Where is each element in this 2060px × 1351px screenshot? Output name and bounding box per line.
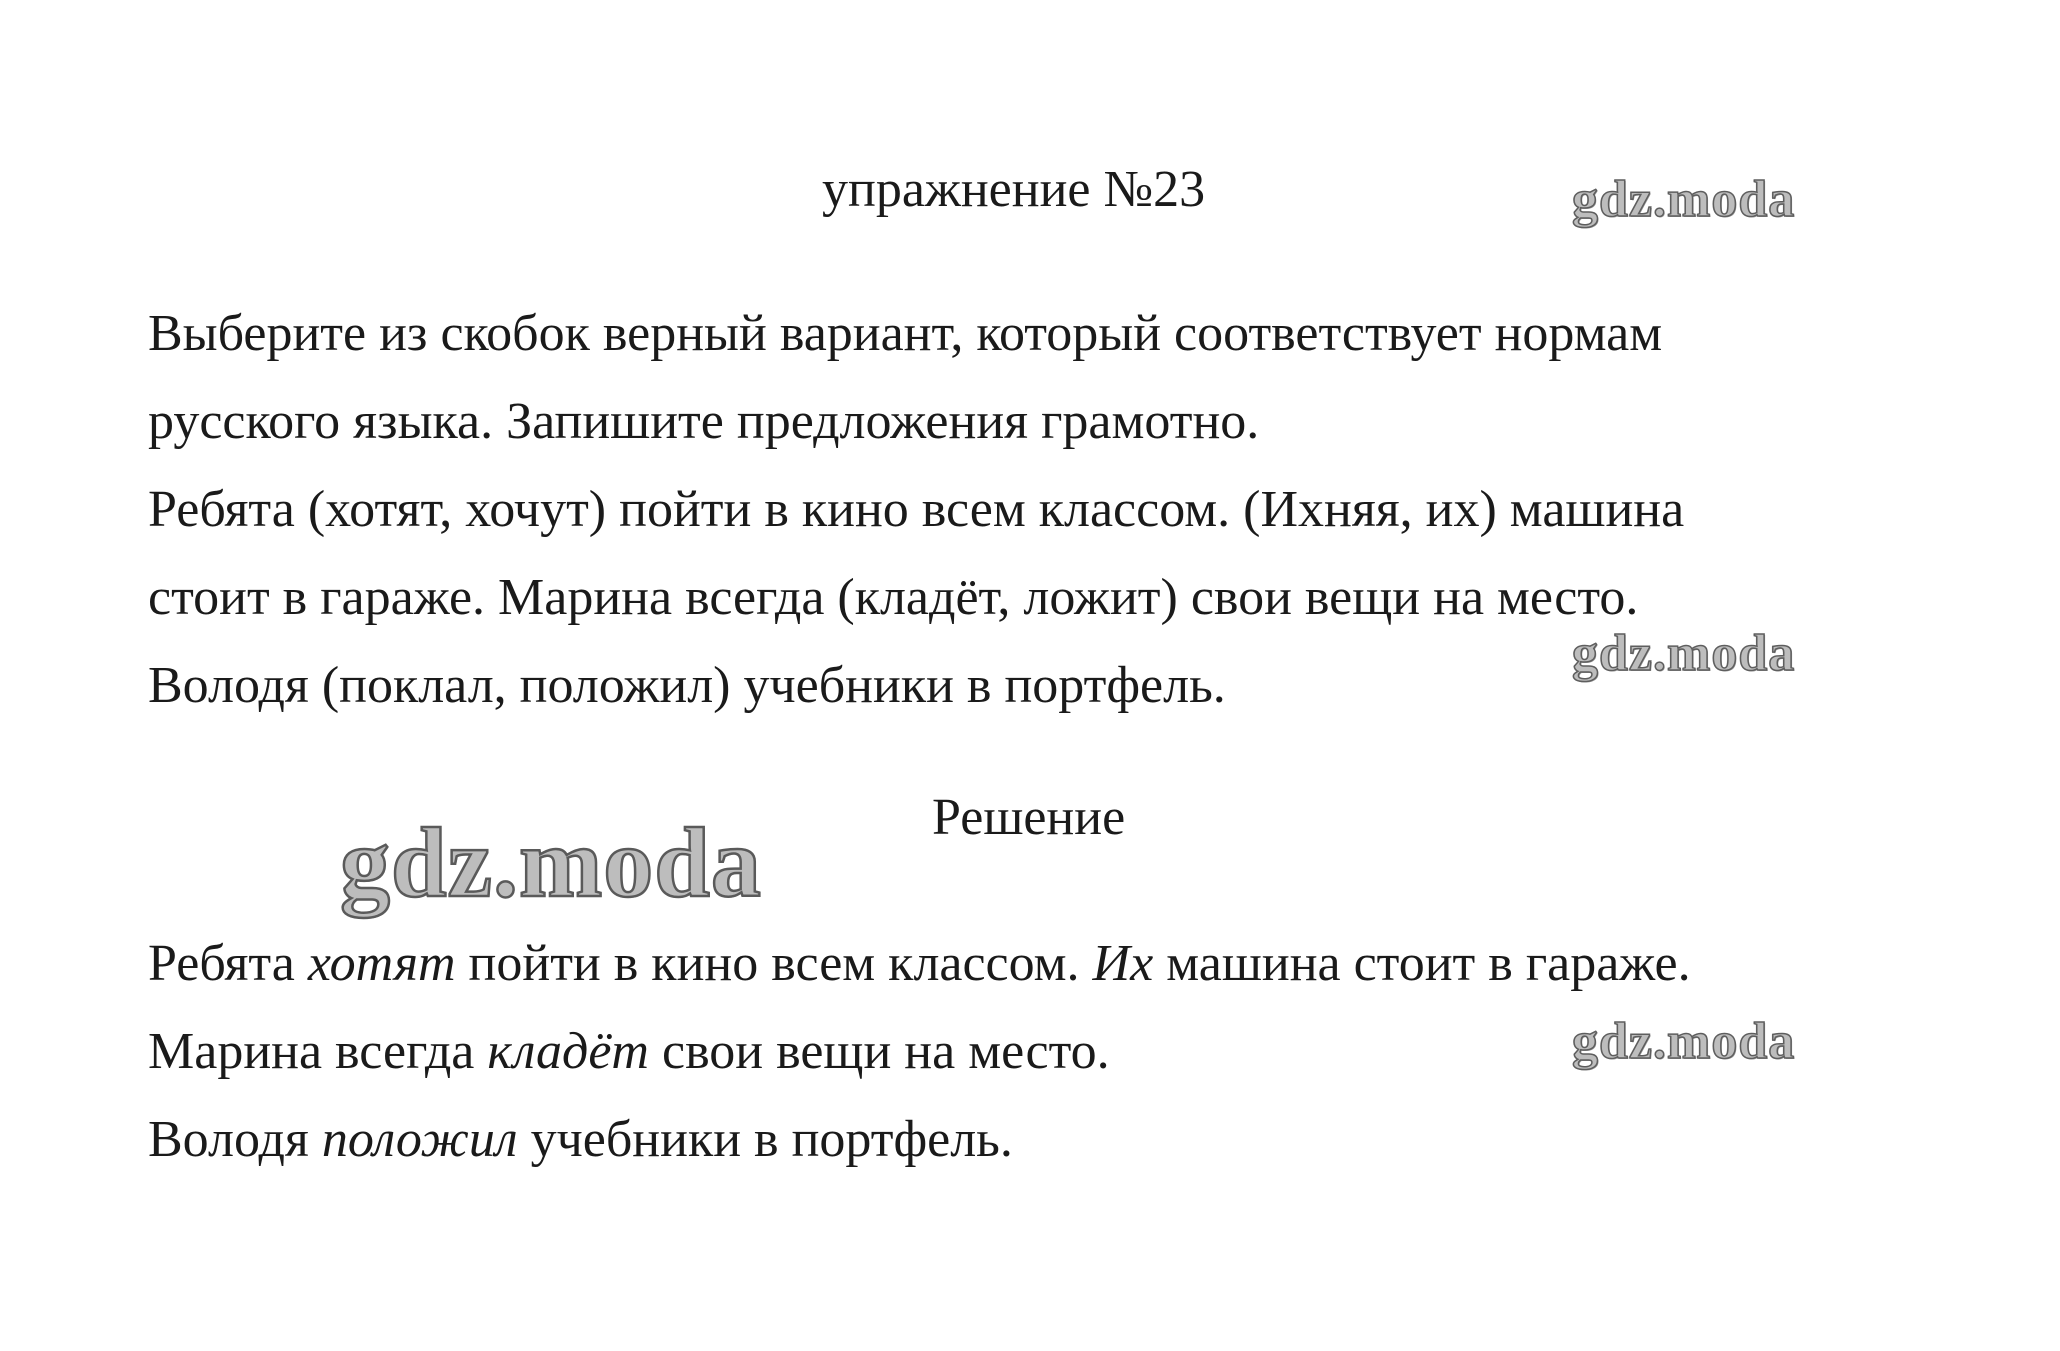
answer-highlight: положил (321, 1111, 518, 1168)
answer-text-span: Марина всегда (148, 1023, 488, 1080)
answer-text-span: учебники в портфель. (517, 1111, 1013, 1168)
answer-text-span: Ребята (148, 935, 308, 992)
answer-highlight: хотят (307, 935, 456, 992)
solution-heading: Решение (932, 789, 1126, 846)
answer-text-span: пойти в кино всем классом. (455, 935, 1093, 992)
answer-line (148, 920, 1968, 1008)
task-line: Выберите из скобок верный вариант, который соответствует нормам (148, 305, 1663, 362)
exercise-title: упражнение №23 (822, 161, 1206, 218)
watermark-logo: gdz.moda (340, 807, 762, 918)
watermark-logo: gdz.moda (1572, 1013, 1796, 1070)
watermark-logo: gdz.moda (1572, 171, 1796, 228)
answer-highlight: Их (1092, 935, 1154, 992)
answer-highlight: кладёт (487, 1023, 649, 1080)
answer-line (148, 1096, 1968, 1184)
answer-text-span: машина стоит в гараже. (1153, 935, 1691, 992)
task-line: Володя (поклал, положил) учебники в портфель. (148, 657, 1226, 714)
watermark-logo: gdz.moda (1572, 625, 1796, 682)
task-line: стоит в гараже. Марина всегда (кладёт, ложит) свои вещи на место. (148, 569, 1639, 626)
answer-text-span: Володя (148, 1111, 322, 1168)
answer-text-span: свои вещи на место. (649, 1023, 1110, 1080)
task-line: русского языка. Запишите предложения грамотно. (148, 393, 1260, 450)
task-line: Ребята (хотят, хочут) пойти в кино всем классом. (Ихняя, их) машина (148, 481, 1685, 538)
